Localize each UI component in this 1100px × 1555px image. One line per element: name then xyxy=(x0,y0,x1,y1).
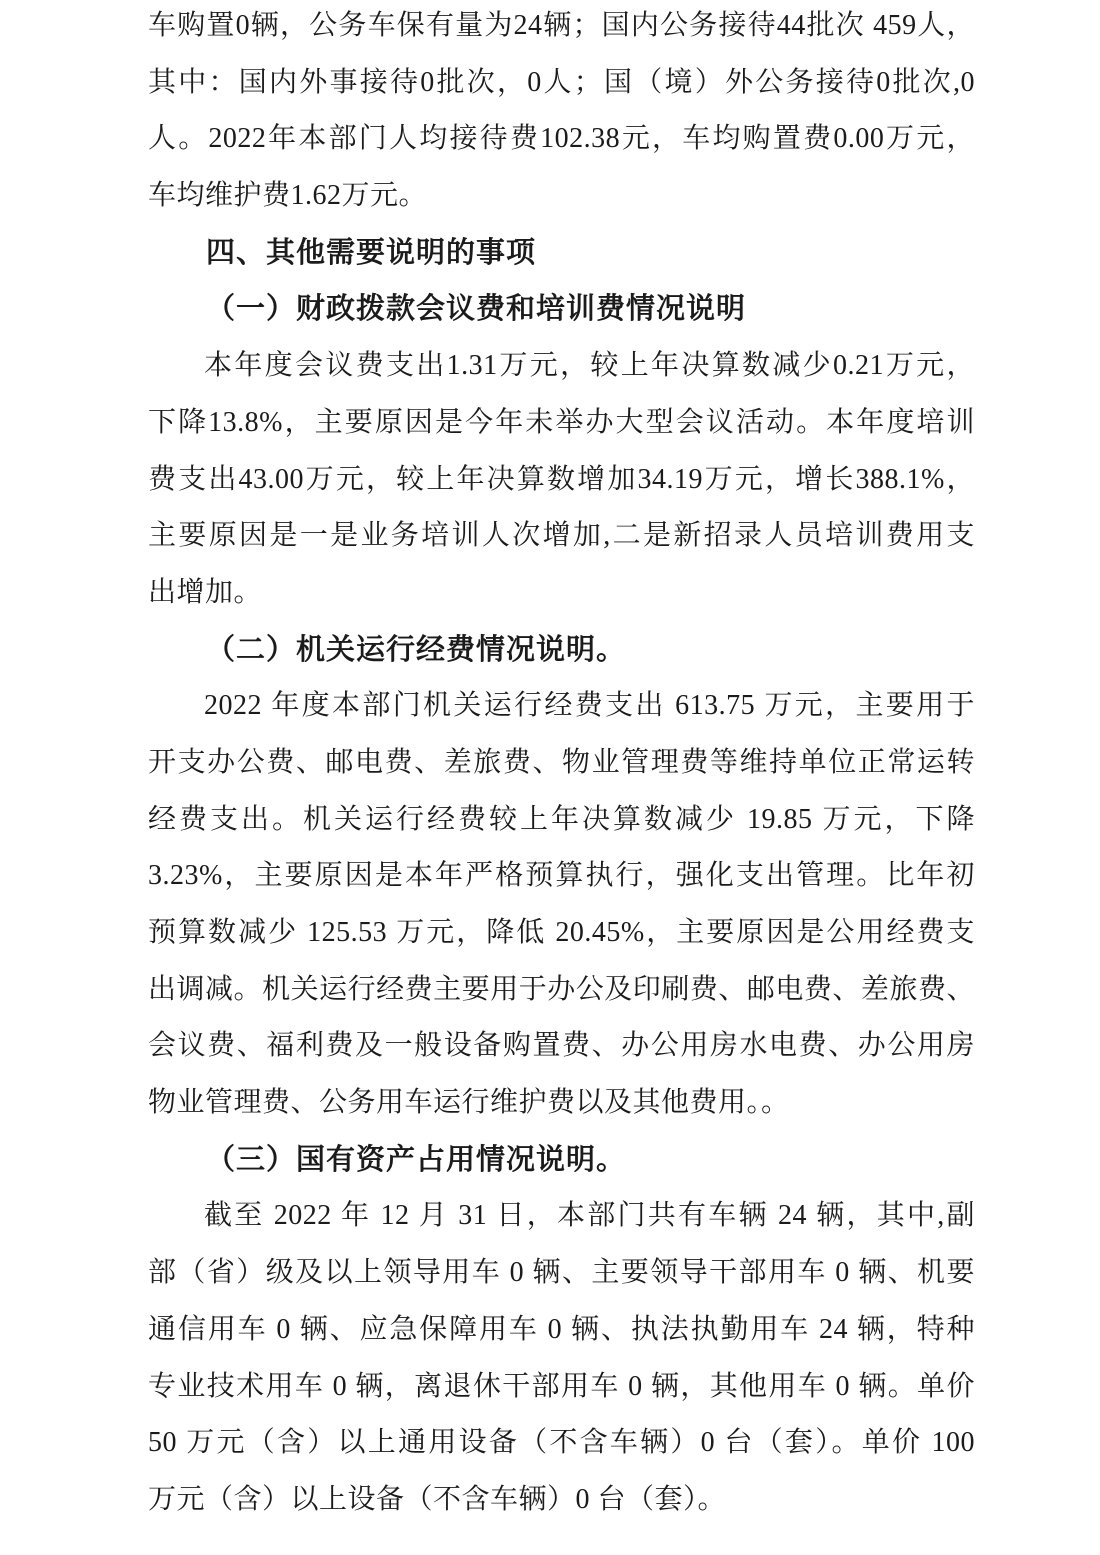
document-content xyxy=(148,0,975,1529)
text-line: 开支办公费、邮电费、差旅费、物业管理费等维持单位正常运转 xyxy=(148,746,975,778)
text-line: 预算数减少 125.53 万元，降低 20.45%，主要原因是公用经费支 xyxy=(148,917,975,948)
heading-item-one-meeting-training-fees xyxy=(148,281,975,338)
heading-line: 四、其他需要说明的事项 xyxy=(206,236,537,269)
text-line: 物业管理费、公务用车运行维护费以及其他费用。。 xyxy=(148,1087,790,1119)
heading-line: （一）财政拨款会议费和培训费情况说明 xyxy=(206,293,747,326)
heading-item-two-agency-operating-funds xyxy=(148,622,975,679)
text-line: 50 万元（含）以上通用设备（不含车辆）0 台（套）。单价 100 xyxy=(148,1427,975,1459)
text-line: 3.23%，主要原因是本年严格预算执行，强化支出管理。比年初 xyxy=(148,860,975,892)
paragraph-meeting-training-fees xyxy=(148,338,975,621)
heading-line: （二）机关运行经费情况说明。 xyxy=(206,633,627,666)
text-line: 专业技术用车 0 辆，离退休干部用车 0 辆，其他用车 0 辆。单价 xyxy=(148,1370,975,1402)
text-line: 费支出43.00万元，较上年决算数增加34.19万元，增长388.1%， xyxy=(148,463,975,495)
text-line: 其中：国内外事接待0批次，0人；国（境）外公务接待0批次,0 xyxy=(148,66,975,98)
text-line: 出调减。机关运行经费主要用于办公及印刷费、邮电费、差旅费、 xyxy=(148,973,975,1005)
text-line: 截至 2022 年 12 月 31 日，本部门共有车辆 24 辆，其中,副 xyxy=(204,1200,975,1232)
text-line: 车购置0辆，公务车保有量为24辆；国内公务接待44批次 459人， xyxy=(148,10,975,41)
text-line: 2022 年度本部门机关运行经费支出 613.75 万元，主要用于 xyxy=(204,690,975,722)
heading-item-three-state-owned-assets xyxy=(148,1132,975,1189)
text-line: 经费支出。机关运行经费较上年决算数减少 19.85 万元，下降 xyxy=(148,803,975,835)
heading-section-four xyxy=(148,225,975,282)
text-line: 万元（含）以上设备（不含车辆）0 台（套）。 xyxy=(148,1483,727,1515)
heading-line: （三）国有资产占用情况说明。 xyxy=(206,1143,627,1176)
paragraph-vehicle-and-reception-continued xyxy=(148,0,975,225)
text-line: 出增加。 xyxy=(148,576,263,608)
text-line: 会议费、福利费及一般设备购置费、办公用房水电费、办公用房 xyxy=(148,1030,975,1062)
paragraph-agency-operating-funds xyxy=(148,678,975,1132)
text-line: 主要原因是一是业务培训人次增加,二是新招录人员培训费用支 xyxy=(148,520,975,552)
text-line: 下降13.8%，主要原因是今年未举办大型会议活动。本年度培训 xyxy=(148,406,975,438)
text-line: 人。2022年本部门人均接待费102.38元，车均购置费0.00万元， xyxy=(148,123,975,155)
text-line: 部（省）级及以上领导用车 0 辆、主要领导干部用车 0 辆、机要 xyxy=(148,1257,975,1289)
text-line: 本年度会议费支出1.31万元，较上年决算数减少0.21万元， xyxy=(204,350,975,382)
text-line: 通信用车 0 辆、应急保障用车 0 辆、执法执勤用车 24 辆，特种 xyxy=(148,1313,975,1345)
text-line: 车均维护费1.62万元。 xyxy=(148,180,428,212)
paragraph-state-owned-assets xyxy=(148,1188,975,1528)
